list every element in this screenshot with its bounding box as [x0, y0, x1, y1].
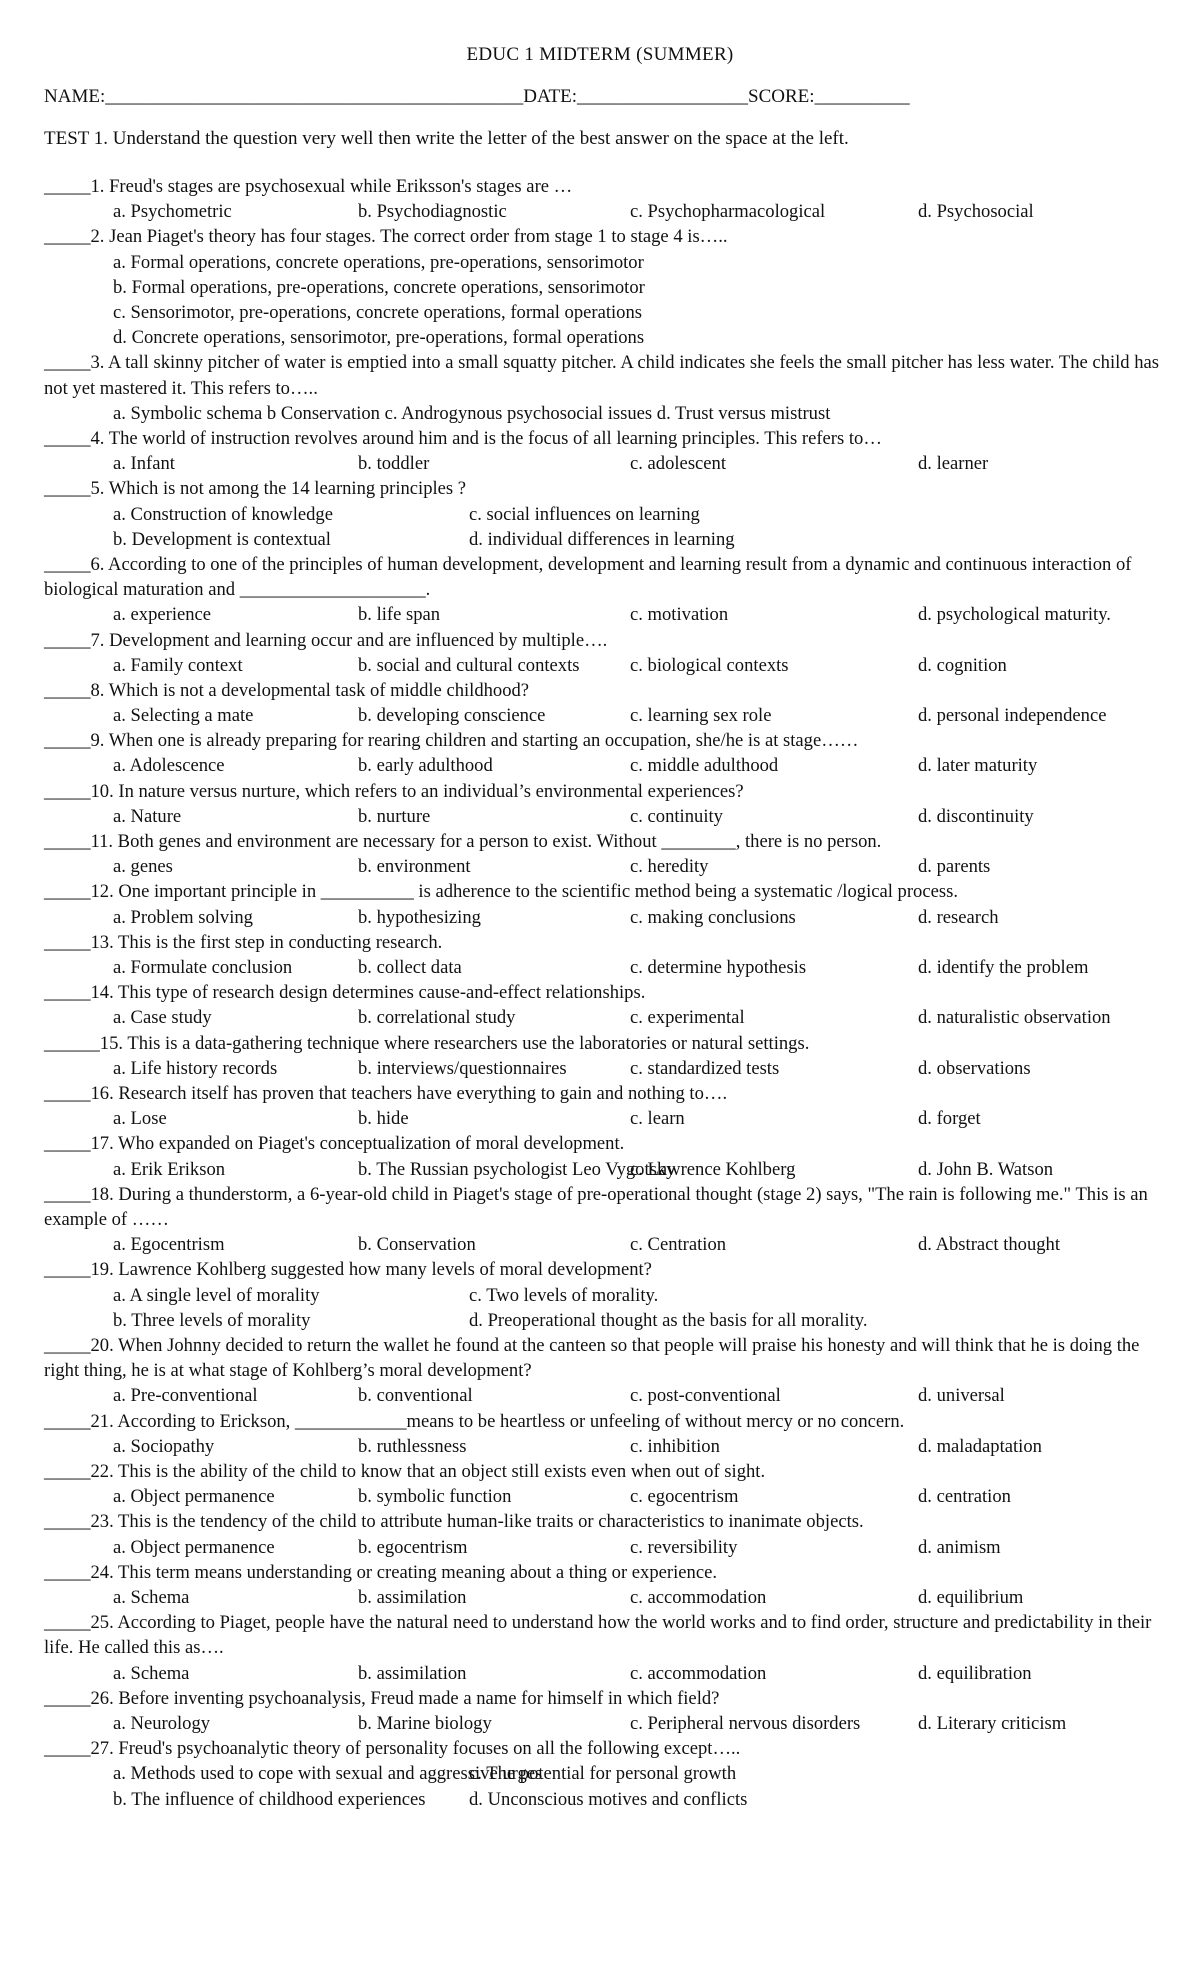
answer-choice: c. The potential for personal growth [469, 1763, 737, 1785]
answer-choice: b. hypothesizing [358, 906, 481, 928]
question-stem: _____25. According to Piaget, people have the natural need to understand how the world works and to find order, structure and predictability in their life. He called this as…. [44, 1612, 1152, 1659]
answer-choice: c. determine hypothesis [630, 957, 807, 979]
answer-choice: d. Literary criticism [918, 1712, 1067, 1734]
answer-choice: b. conventional [358, 1385, 473, 1407]
answer-choice: d. cognition [918, 654, 1007, 676]
question-stem: _____9. When one is already preparing for rearing children and starting an occupation, she/he is at stage…… [44, 730, 859, 752]
test-instructions: TEST 1. Understand the question very well then write the letter of the best answer on the space at the left. [44, 128, 849, 149]
answer-choice: b. Three levels of morality [113, 1309, 311, 1331]
answer-choice: d. centration [918, 1486, 1011, 1508]
choice-row [44, 905, 1174, 930]
answer-choice: c. Centration [630, 1234, 727, 1256]
answer-choice: a. Object permanence [113, 1486, 275, 1508]
answer-choice: a. Infant [113, 453, 175, 475]
answer-choice: d. learner [918, 453, 989, 475]
answer-choice: c. Lawrence Kohlberg [630, 1158, 796, 1180]
choice-row [44, 602, 1174, 627]
question-stem: _____1. Freud's stages are psychosexual while Eriksson's stages are … [44, 176, 573, 197]
answer-choice: b. Marine biology [358, 1712, 492, 1734]
question-item [44, 1182, 1174, 1258]
question-stem: _____6. According to one of the principles of human development, development and learning result from a dynamic and continuous interaction of biological maturation and ____________________. [44, 553, 1132, 601]
answer-choice: a. Formal operations, concrete operations, pre-operations, sensorimotor [113, 251, 644, 273]
answer-choice: c. motivation [630, 604, 729, 626]
answer-choice: d. Concrete operations, sensorimotor, pre-operations, formal operations [113, 327, 645, 349]
answer-choice: c. standardized tests [630, 1057, 780, 1079]
question-item [44, 930, 1174, 980]
student-info-line: NAME:____________________________________________DATE:__________________SCORE:__________ [44, 86, 910, 107]
choice-row [44, 1434, 1174, 1459]
question-item [44, 1257, 1174, 1333]
answer-choice: a. Sociopathy [113, 1435, 215, 1457]
question-item [44, 1610, 1174, 1686]
answer-choice: a. Symbolic schema b Conservation c. Androgynous psychosocial issues d. Trust versus mistrust [113, 402, 831, 424]
choice-row [44, 300, 1174, 325]
question-item [44, 1333, 1174, 1409]
question-stem: _____14. This type of research design determines cause-and-effect relationships. [44, 982, 646, 1004]
choice-row [44, 1484, 1174, 1509]
question-stem: _____20. When Johnny decided to return the wallet he found at the canteen so that people will praise his honesty and will think that he is doing the right thing, he is at what stage of Kohlberg’s moral development? [44, 1334, 1140, 1382]
answer-choice: a. Nature [113, 805, 182, 827]
answer-choice: a. Formulate conclusion [113, 957, 293, 979]
answer-choice: a. Family context [113, 654, 243, 676]
answer-choice: d. Preoperational thought as the basis for all morality. [469, 1309, 868, 1331]
answer-choice: a. Methods used to cope with sexual and aggressive urges [113, 1763, 543, 1785]
question-stem: _____5. Which is not among the 14 learning principles ? [44, 478, 467, 500]
answer-choice: a. Case study [113, 1007, 212, 1029]
answer-choice: a. Selecting a mate [113, 705, 254, 727]
choice-row [44, 1283, 1174, 1308]
answer-choice: d. Psychosocial [918, 201, 1034, 223]
choice-row [44, 1157, 1174, 1182]
answer-choice: c. learning sex role [630, 705, 772, 727]
question-stem: _____12. One important principle in __________ is adherence to the scientific method being a systematic /logical process. [44, 881, 958, 903]
choice-row [44, 1761, 1174, 1786]
question-item [44, 174, 1174, 224]
answer-choice: b. symbolic function [358, 1486, 512, 1508]
answer-choice: b. toddler [358, 453, 430, 475]
answer-choice: a. Life history records [113, 1057, 278, 1079]
question-item [44, 1409, 1174, 1459]
choice-row [44, 854, 1174, 879]
question-item [44, 728, 1174, 778]
answer-choice: b. Development is contextual [113, 528, 331, 550]
answer-choice: a. Construction of knowledge [113, 503, 333, 525]
answer-choice: b. Psychodiagnostic [358, 201, 507, 223]
answer-choice: c. post-conventional [630, 1385, 781, 1407]
choice-row [44, 653, 1174, 678]
question-item [44, 678, 1174, 728]
choice-row [44, 1585, 1174, 1610]
answer-choice: a. Egocentrism [113, 1234, 225, 1256]
answer-choice: b. interviews/questionnaires [358, 1057, 567, 1079]
answer-choice: c. making conclusions [630, 906, 796, 928]
answer-choice: b. nurture [358, 805, 431, 827]
answer-choice: d. animism [918, 1536, 1001, 1558]
answer-choice: d. identify the problem [918, 957, 1089, 979]
question-stem: _____3. A tall skinny pitcher of water is emptied into a small squatty pitcher. A child indicates she feels the small pitcher has less water. The child has not yet mastered it. This refers to….. [44, 352, 1160, 399]
choice-row [44, 1787, 1174, 1812]
answer-choice: c. accommodation [630, 1662, 767, 1684]
answer-choice: a. A single level of morality [113, 1284, 320, 1306]
answer-choice: b. egocentrism [358, 1536, 468, 1558]
question-item [44, 350, 1174, 426]
answer-choice: a. Object permanence [113, 1536, 275, 1558]
answer-choice: b. social and cultural contexts [358, 654, 580, 676]
choice-row [44, 451, 1174, 476]
question-stem: _____22. This is the ability of the child to know that an object still exists even when out of sight. [44, 1460, 766, 1482]
answer-choice: d. equilibration [918, 1662, 1032, 1684]
question-item [44, 1459, 1174, 1509]
choice-row [44, 250, 1174, 275]
answer-choice: d. equilibrium [918, 1586, 1024, 1608]
answer-choice: a. Pre-conventional [113, 1385, 258, 1407]
question-item [44, 879, 1174, 929]
answer-choice: a. Psychometric [113, 201, 232, 223]
choice-row [44, 527, 1174, 552]
question-item [44, 1509, 1174, 1559]
choice-row [44, 804, 1174, 829]
answer-choice: b. The Russian psychologist Leo Vygotsky [358, 1158, 676, 1180]
answer-choice: b. The influence of childhood experiences [113, 1788, 426, 1810]
answer-choice: b. Formal operations, pre-operations, concrete operations, sensorimotor [113, 276, 645, 298]
question-stem: _____13. This is the first step in conducting research. [44, 931, 443, 953]
answer-choice: d. psychological maturity. [918, 604, 1111, 626]
answer-choice: d. naturalistic observation [918, 1007, 1111, 1029]
choice-row [44, 1535, 1174, 1560]
answer-choice: d. later maturity [918, 755, 1038, 777]
answer-choice: b. correlational study [358, 1007, 516, 1029]
answer-choice: c. adolescent [630, 453, 727, 475]
answer-choice: d. John B. Watson [918, 1158, 1054, 1180]
choice-row [44, 325, 1174, 350]
question-item [44, 1686, 1174, 1736]
question-item [44, 1031, 1174, 1081]
question-item [44, 829, 1174, 879]
answer-choice: c. experimental [630, 1007, 745, 1029]
question-stem: _____10. In nature versus nurture, which refers to an individual’s environmental experiences? [44, 780, 744, 802]
answer-choice: d. maladaptation [918, 1435, 1042, 1457]
answer-choice: c. accommodation [630, 1586, 767, 1608]
answer-choice: b. assimilation [358, 1662, 467, 1684]
answer-choice: d. individual differences in learning [469, 528, 735, 550]
question-stem: _____24. This term means understanding or creating meaning about a thing or experience. [44, 1561, 717, 1583]
answer-choice: a. Schema [113, 1586, 190, 1608]
answer-choice: b. developing conscience [358, 705, 546, 727]
choice-row [44, 275, 1174, 300]
question-item [44, 224, 1174, 350]
question-item [44, 1736, 1174, 1812]
question-item [44, 779, 1174, 829]
question-stem: ______15. This is a data-gathering technique where researchers use the laboratories or natural settings. [44, 1032, 810, 1054]
choice-row [44, 1711, 1174, 1736]
question-item [44, 628, 1174, 678]
exam-title: EDUC 1 MIDTERM (SUMMER) [466, 44, 734, 65]
answer-choice: b. life span [358, 604, 441, 626]
choice-row [44, 401, 1174, 426]
choice-row [44, 1661, 1174, 1686]
answer-choice: d. research [918, 906, 999, 928]
answer-choice: a. Neurology [113, 1712, 211, 1734]
question-stem: _____7. Development and learning occur and are influenced by multiple…. [44, 629, 608, 651]
choice-row [44, 502, 1174, 527]
question-stem: _____17. Who expanded on Piaget's conceptualization of moral development. [44, 1133, 625, 1155]
question-item [44, 426, 1174, 476]
question-stem: _____21. According to Erickson, ____________means to be heartless or unfeeling of without mercy or no concern. [44, 1410, 905, 1432]
answer-choice: a. Problem solving [113, 906, 253, 928]
question-item [44, 1560, 1174, 1610]
answer-choice: c. inhibition [630, 1435, 720, 1457]
answer-choice: b. hide [358, 1108, 409, 1130]
answer-choice: b. assimilation [358, 1586, 467, 1608]
answer-choice: c. learn [630, 1108, 685, 1130]
answer-choice: a. Erik Erikson [113, 1158, 226, 1180]
answer-choice: a. Schema [113, 1662, 190, 1684]
answer-choice: a. experience [113, 604, 212, 626]
answer-choice: d. observations [918, 1057, 1031, 1079]
answer-choice: c. reversibility [630, 1536, 738, 1558]
answer-choice: d. universal [918, 1385, 1005, 1407]
question-stem: _____2. Jean Piaget's theory has four stages. The correct order from stage 1 to stage 4 is….. [44, 226, 728, 248]
answer-choice: d. Abstract thought [918, 1234, 1061, 1256]
answer-choice: b. Conservation [358, 1234, 476, 1256]
answer-choice: c. biological contexts [630, 654, 789, 676]
question-item [44, 552, 1174, 628]
answer-choice: d. personal independence [918, 705, 1107, 727]
question-stem: _____16. Research itself has proven that teachers have everything to gain and nothing to…. [44, 1083, 728, 1105]
answer-choice: c. middle adulthood [630, 755, 779, 777]
question-item [44, 980, 1174, 1030]
answer-choice: c. egocentrism [630, 1486, 739, 1508]
question-list [44, 174, 1174, 1812]
answer-choice: d. forget [918, 1108, 981, 1130]
answer-choice: c. Two levels of morality. [469, 1284, 659, 1306]
question-stem: _____8. Which is not a developmental task of middle childhood? [44, 679, 530, 701]
choice-row [44, 1383, 1174, 1408]
answer-choice: c. heredity [630, 856, 709, 878]
question-stem: _____11. Both genes and environment are necessary for a person to exist. Without ________, there is no person. [44, 831, 882, 853]
answer-choice: d. Unconscious motives and conflicts [469, 1788, 748, 1810]
question-item [44, 476, 1174, 552]
choice-row [44, 955, 1174, 980]
question-stem: _____19. Lawrence Kohlberg suggested how many levels of moral development? [44, 1259, 652, 1281]
answer-choice: d. parents [918, 856, 991, 878]
answer-choice: c. social influences on learning [469, 503, 700, 525]
answer-choice: c. Sensorimotor, pre-operations, concrete operations, formal operations [113, 301, 643, 323]
choice-row [44, 753, 1174, 778]
answer-choice: c. continuity [630, 805, 723, 827]
question-stem: _____27. Freud's psychoanalytic theory of personality focuses on all the following except….. [44, 1738, 741, 1760]
answer-choice: b. ruthlessness [358, 1435, 467, 1457]
choice-row [44, 1056, 1174, 1081]
answer-choice: d. discontinuity [918, 805, 1034, 827]
answer-choice: a. genes [113, 856, 173, 878]
answer-choice: a. Lose [113, 1108, 167, 1130]
answer-choice: b. early adulthood [358, 755, 493, 777]
choice-row [44, 703, 1174, 728]
answer-choice: a. Adolescence [113, 755, 225, 777]
choice-row [44, 1232, 1174, 1257]
question-item [44, 1081, 1174, 1131]
question-stem: _____18. During a thunderstorm, a 6-year-old child in Piaget's stage of pre-operational thought (stage 2) says, "The rain is following me." This is an example of …… [44, 1183, 1148, 1230]
choice-row [44, 1005, 1174, 1030]
choice-row [44, 199, 1174, 224]
choice-row [44, 1106, 1174, 1131]
question-item [44, 1131, 1174, 1181]
question-stem: _____4. The world of instruction revolves around him and is the focus of all learning principles. This refers to… [44, 427, 882, 449]
answer-choice: c. Peripheral nervous disorders [630, 1712, 861, 1734]
answer-choice: b. collect data [358, 957, 462, 979]
question-stem: _____23. This is the tendency of the child to attribute human-like traits or characteristics to inanimate objects. [44, 1511, 864, 1533]
question-stem: _____26. Before inventing psychoanalysis, Freud made a name for himself in which field? [44, 1687, 720, 1709]
answer-choice: b. environment [358, 856, 471, 878]
choice-row [44, 1308, 1174, 1333]
answer-choice: c. Psychopharmacological [630, 201, 826, 223]
